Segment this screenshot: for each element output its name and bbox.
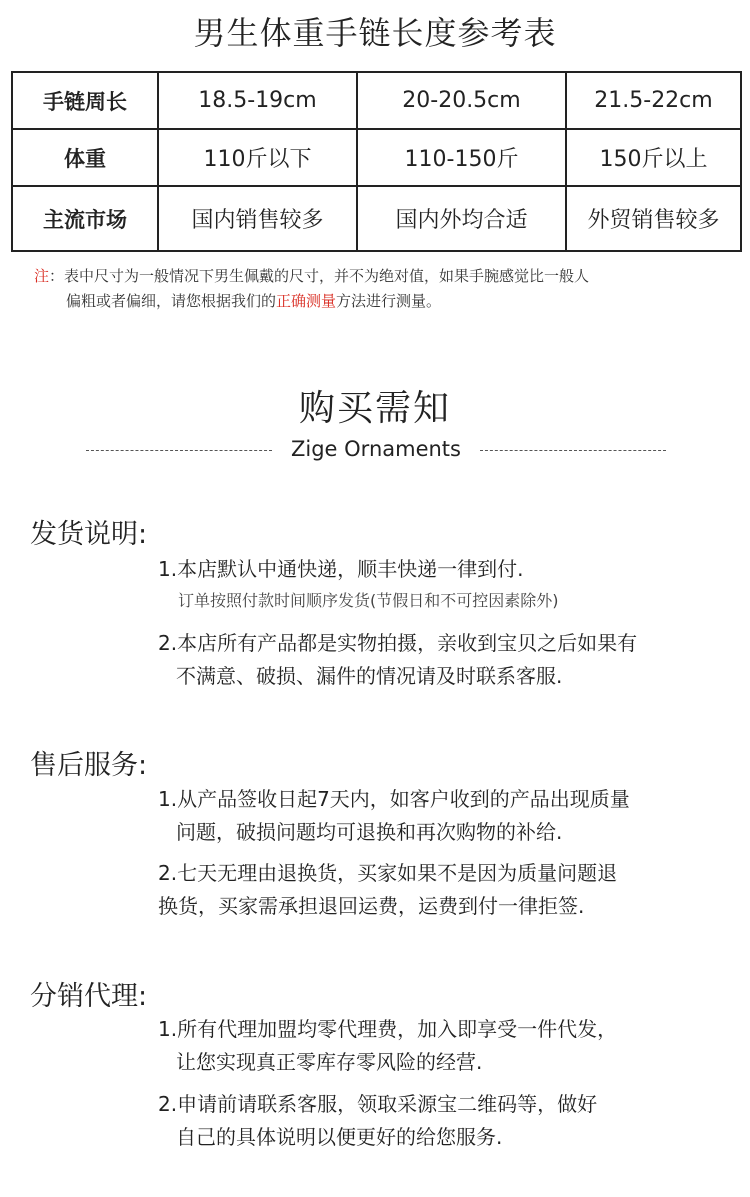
shipping-item-1	[158, 553, 718, 616]
brand-divider	[0, 437, 750, 463]
item-line: 1.从产品签收日起7天内，如客户收到的产品出现质量	[158, 787, 630, 811]
item-line: 自己的具体说明以便更好的给您服务.	[176, 1125, 503, 1149]
note-line-2	[34, 289, 734, 314]
aftersales-heading: 售后服务:	[30, 750, 148, 781]
note-text: ：表中尺寸为一般情况下男生佩戴的尺寸，并不为绝对值，如果手腕感觉比一般人	[49, 267, 590, 285]
table-cell: 国内销售较多	[158, 186, 357, 251]
distribution-item-2	[158, 1088, 718, 1154]
table-row-weight	[12, 129, 741, 186]
note-label: 注	[34, 267, 50, 285]
aftersales-item-2	[158, 857, 718, 923]
brand-name: Zige Ornaments	[291, 437, 461, 461]
note-line-1	[34, 264, 734, 289]
aftersales-item-1	[158, 783, 718, 849]
table-cell: 国内外均合适	[357, 186, 566, 251]
row-header: 主流市场	[12, 186, 158, 251]
table-cell: 18.5-19cm	[158, 72, 357, 129]
table-cell: 20-20.5cm	[357, 72, 566, 129]
shipping-item-2	[158, 627, 718, 693]
table-cell: 外贸销售较多	[566, 186, 741, 251]
measure-link[interactable]: 正确测量	[276, 292, 337, 310]
shipping-heading: 发货说明:	[30, 519, 148, 550]
item-line: 1.所有代理加盟均零代理费，加入即享受一件代发，	[158, 1017, 618, 1041]
item-subnote: 订单按照付款时间顺序发货(节假日和不可控因素除外)	[178, 591, 559, 610]
item-line: 不满意、破损、漏件的情况请及时联系客服.	[176, 664, 563, 688]
note-text: 偏粗或者偏细，请您根据我们的	[66, 292, 277, 310]
item-line: 1.本店默认中通快递，顺丰快递一律到付.	[158, 557, 524, 581]
distribution-item-1	[158, 1013, 718, 1079]
size-reference-table	[11, 71, 742, 252]
item-line: 让您实现真正零库存零风险的经营.	[176, 1050, 483, 1074]
table-row-circumference	[12, 72, 741, 129]
section-title: 购买需知	[298, 388, 451, 429]
dashed-divider-right	[480, 450, 666, 451]
page-title: 男生体重手链长度参考表	[193, 14, 557, 52]
row-header: 手链周长	[12, 72, 158, 129]
size-note	[34, 264, 734, 314]
table-cell: 150斤以上	[566, 129, 741, 186]
table-row-market	[12, 186, 741, 251]
item-line: 2.申请前请联系客服，领取采源宝二维码等，做好	[158, 1092, 598, 1116]
dashed-divider-left	[86, 450, 272, 451]
row-header: 体重	[12, 129, 158, 186]
table-cell: 110-150斤	[357, 129, 566, 186]
table-cell: 110斤以下	[158, 129, 357, 186]
item-line: 2.七天无理由退换货，买家如果不是因为质量问题退	[158, 861, 618, 885]
item-line: 问题，破损问题均可退换和再次购物的补给.	[176, 820, 563, 844]
item-line: 换货，买家需承担退回运费，运费到付一律拒签.	[158, 894, 585, 918]
item-line: 2.本店所有产品都是实物拍摄，亲收到宝贝之后如果有	[158, 631, 638, 655]
table-cell: 21.5-22cm	[566, 72, 741, 129]
distribution-heading: 分销代理:	[30, 981, 148, 1012]
note-text: 方法进行测量。	[336, 292, 442, 310]
